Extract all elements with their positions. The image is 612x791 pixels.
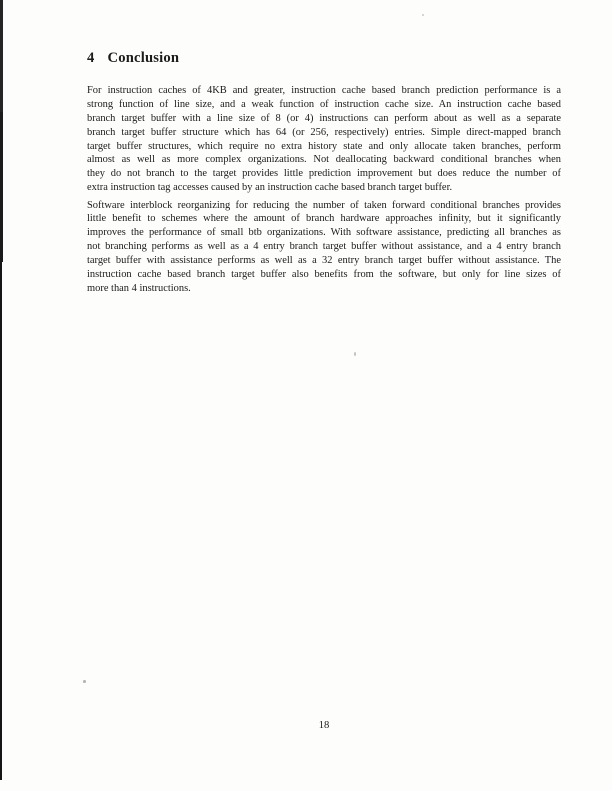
paragraph-2-line: not branching performs as well as a 4 entry branch target buffer without assistance, and a 4 entry branch: [87, 241, 561, 253]
paragraph-1-line: For instruction caches of 4KB and greater, instruction cache based branch prediction performance is a: [87, 85, 561, 96]
paragraph-2-line: more than 4 instructions.: [87, 282, 191, 294]
scan-speck: [422, 14, 424, 16]
paragraph-1-line: almost as well as more complex organizations. Not deallocating backward conditional branches when: [87, 154, 561, 166]
paragraph-2-line: improves the performance of small btb organizations. With software assistance, predicting all branches as: [87, 227, 561, 239]
section-title: Conclusion: [107, 50, 180, 66]
page-number: 18: [318, 720, 330, 731]
paragraph-1-line: target buffer structures, which require no extra history state and only allocate taken branches, perform: [87, 140, 561, 152]
section-number: 4: [87, 50, 95, 66]
paragraph-1-line: extra instruction tag accesses caused by an instruction cache based branch target buffer.: [87, 182, 453, 194]
paragraph-1-line: branch target buffer with a line size of 8 (or 4) instructions can perform about as well as a separate: [87, 112, 561, 124]
paragraph-2-line: Software interblock reorganizing for reducing the number of taken forward conditional branches provides: [87, 199, 561, 211]
paragraph-2: [87, 199, 561, 296]
scan-edge-artifact-middle: [0, 112, 3, 262]
paragraph-1-line: branch target buffer structure which has 64 (or 256, respectively) entries. Simple direct-mapped branch: [87, 126, 561, 138]
scan-speck: [83, 680, 86, 683]
paragraph-1: [87, 84, 561, 195]
paragraph-2-line: target buffer with assistance performs as well as a 32 entry branch target buffer without assistance. The: [87, 255, 561, 267]
paragraph-1-line: they do not branch to the target provides little prediction improvement but does reduce the number of: [87, 168, 561, 180]
scan-speck: [354, 352, 356, 356]
paragraph-2-line: little benefit to schemes where the amount of branch hardware approaches infinity, but it significantly: [87, 213, 561, 225]
paragraph-2-line: instruction cache based branch target buffer also benefits from the software, but only for line sizes of: [87, 268, 561, 280]
paragraph-1-line: strong function of line size, and a weak function of instruction cache size. An instruction cache based: [87, 98, 561, 110]
section-heading: [87, 50, 179, 67]
scan-edge-artifact-top: [0, 0, 3, 112]
scan-edge-artifact-bottom: [0, 262, 2, 780]
